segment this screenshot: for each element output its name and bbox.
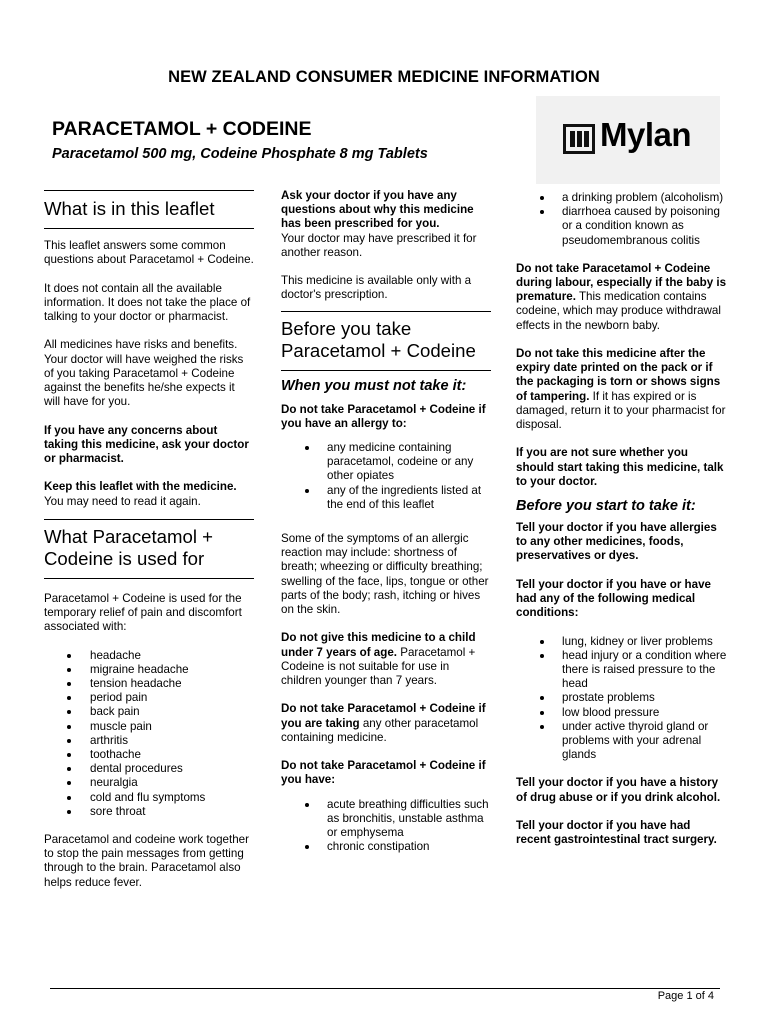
bullet-icon [67, 682, 71, 686]
paragraph-text: If it has expired or is damaged, return it to your pharmacist for disposal. [516, 389, 726, 432]
page-number: Page 1 of 4 [657, 990, 714, 1002]
paragraph: Some of the symptoms of an allergic reaction may include: shortness of breath; wheezing or difficulty breathing; swelling of the face, lips, tongue or other parts of the body; rash, itching or hives on the skin. [281, 532, 489, 617]
paragraph [281, 702, 491, 745]
list-item: a drinking problem (alcoholism) [516, 191, 728, 205]
list-item: tension headache [44, 677, 254, 691]
bullet-icon [540, 696, 544, 700]
bold-text: Ask your doctor if you have any questions about why this medicine has been prescribed for you. [281, 189, 474, 231]
paragraph: Paracetamol and codeine work together to stop the pain messages from getting through to the brain. Paracetamol also helps reduce fever. [44, 833, 249, 889]
bullet-icon [67, 739, 71, 743]
paragraph [516, 446, 728, 489]
paragraph: It does not contain all the available information. It does not take the place of talking to your doctor or pharmacist. [44, 281, 251, 323]
bullet-icon [67, 696, 71, 700]
medical-conditions-list [516, 635, 728, 763]
bullet-icon [67, 796, 71, 800]
paragraph [281, 631, 491, 688]
paragraph: This leaflet answers some common questions about Paracetamol + Codeine. [44, 239, 254, 267]
column-3 [516, 191, 728, 862]
list-item: back pain [44, 705, 254, 719]
bullet-icon [67, 725, 71, 729]
bold-text: Tell your doctor if you have had recent gastrointestinal tract surgery. [516, 819, 717, 847]
bullet-icon [540, 711, 544, 715]
bold-text: Keep this leaflet with the medicine. [44, 480, 237, 494]
list-item: toothache [44, 748, 254, 762]
paragraph [516, 347, 728, 432]
list-item: neuralgia [44, 776, 254, 790]
paragraph [516, 776, 728, 804]
section-heading: What Paracetamol + Codeine is used for [44, 525, 213, 569]
bullet-icon [67, 810, 71, 814]
bullet-icon [67, 781, 71, 785]
footer-divider [50, 988, 720, 989]
bold-text: Do not take Paracetamol + Codeine if you have an allergy to: [281, 402, 486, 430]
section-divider [44, 228, 254, 229]
paragraph: Your doctor may have prescribed it for another reason. [281, 231, 477, 259]
section-divider [281, 311, 491, 312]
list-item: muscle pain [44, 720, 254, 734]
section-heading: Before you take Paracetamol + Codeine [281, 317, 476, 361]
bullet-icon [305, 446, 309, 450]
list-item: period pain [44, 691, 254, 705]
paragraph-text: This medication contains codeine, which may produce withdrawal effects in the newborn baby. [516, 290, 721, 332]
bullet-icon [540, 640, 544, 644]
paragraph [281, 403, 491, 431]
subsection-heading: Before you start to take it: [516, 498, 696, 515]
list-item: dental procedures [44, 762, 254, 776]
bold-text: Tell your doctor if you have or have had any of the following medical conditions: [516, 577, 711, 620]
paragraph [516, 819, 728, 847]
paragraph-text: any other paracetamol containing medicine. [281, 716, 479, 744]
list-item: sore throat [44, 805, 254, 819]
section-divider [44, 519, 254, 520]
bold-text: Tell your doctor if you have allergies to any other medicines, foods, preservatives or dyes. [516, 521, 717, 563]
paragraph [516, 521, 728, 564]
product-subtitle: Paracetamol 500 mg, Codeine Phosphate 8 mg Tablets [52, 146, 428, 162]
list-item: arthritis [44, 734, 254, 748]
logo-text: Mylan [600, 116, 692, 153]
list-item: chronic constipation [281, 840, 491, 854]
bold-text: Do not take this medicine after the expiry date printed on the pack or if the packaging is torn or shows signs of tampering. [516, 347, 721, 403]
bullet-icon [67, 668, 71, 672]
bold-text: Do not take Paracetamol + Codeine if you are taking [281, 702, 486, 730]
bold-text: Do not take Paracetamol + Codeine if you have: [281, 759, 486, 787]
paragraph [281, 189, 491, 232]
section-divider [44, 578, 254, 579]
list-item: lung, kidney or liver problems [516, 635, 728, 649]
bullet-icon [305, 803, 309, 807]
bullet-icon [67, 710, 71, 714]
list-item: diarrhoea caused by poisoning or a condition known as pseudomembranous colitis [516, 205, 728, 248]
paragraph [281, 759, 491, 787]
paragraph: Paracetamol + Codeine is used for the temporary relief of pain and discomfort associated with: [44, 591, 242, 634]
column-1 [44, 190, 254, 904]
list-item: cold and flu symptoms [44, 791, 254, 805]
bullet-icon [540, 210, 544, 214]
list-item: migraine headache [44, 663, 254, 677]
bold-text: If you have any concerns about taking this medicine, ask your doctor or pharmacist. [44, 423, 249, 465]
bold-text: Do not give this medicine to a child under 7 years of age. [281, 631, 476, 659]
allergy-list [281, 441, 491, 512]
list-item: prostate problems [516, 691, 728, 705]
conditions-list [281, 798, 491, 855]
paragraph-text: You may need to read it again. [44, 494, 201, 508]
section-divider [44, 190, 254, 191]
bullet-icon [305, 489, 309, 493]
bullet-icon [540, 654, 544, 658]
paragraph [516, 578, 728, 621]
bullet-icon [540, 725, 544, 729]
product-name: PARACETAMOL + CODEINE [52, 118, 312, 140]
document-title: NEW ZEALAND CONSUMER MEDICINE INFORMATION [168, 68, 600, 86]
list-item: any medicine containing paracetamol, codeine or any other opiates [281, 441, 491, 484]
paragraph [44, 424, 254, 467]
conditions-list-continued [516, 191, 728, 248]
bullet-icon [67, 767, 71, 771]
bullet-icon [305, 845, 309, 849]
bold-text: Tell your doctor if you have a history of drug abuse or if you drink alcohol. [516, 776, 721, 804]
column-2 [281, 189, 491, 854]
uses-list [44, 649, 254, 819]
paragraph-text: Paracetamol + Codeine is not suitable for use in children younger than 7 years. [281, 645, 476, 688]
bold-text: Do not take Paracetamol + Codeine during labour, especially if the baby is premature. [516, 261, 727, 304]
paragraph [516, 262, 728, 333]
bullet-icon [540, 196, 544, 200]
bullet-icon [67, 654, 71, 658]
paragraph: All medicines have risks and benefits. Your doctor will have weighed the risks of you taking Paracetamol + Codeine against the benefits he/she expects it will have for you. [44, 338, 244, 409]
paragraph: This medicine is available only with a doctor's prescription. [281, 274, 472, 302]
list-item: any of the ingredients listed at the end of this leaflet [281, 484, 491, 512]
section-divider [281, 370, 491, 371]
list-item: headache [44, 649, 254, 663]
mylan-logo-icon [563, 124, 595, 154]
list-item: acute breathing difficulties such as bronchitis, unstable asthma or emphysema [281, 798, 491, 841]
section-heading: What is in this leaflet [44, 198, 215, 219]
bullet-icon [67, 753, 71, 757]
list-item: low blood pressure [516, 706, 728, 720]
paragraph [44, 480, 254, 508]
list-item: under active thyroid gland or problems with your adrenal glands [516, 720, 728, 763]
subsection-heading: When you must not take it: [281, 377, 467, 394]
bold-text: If you are not sure whether you should start taking this medicine, talk to your doctor. [516, 446, 724, 488]
list-item: head injury or a condition where there is raised pressure to the head [516, 649, 728, 692]
